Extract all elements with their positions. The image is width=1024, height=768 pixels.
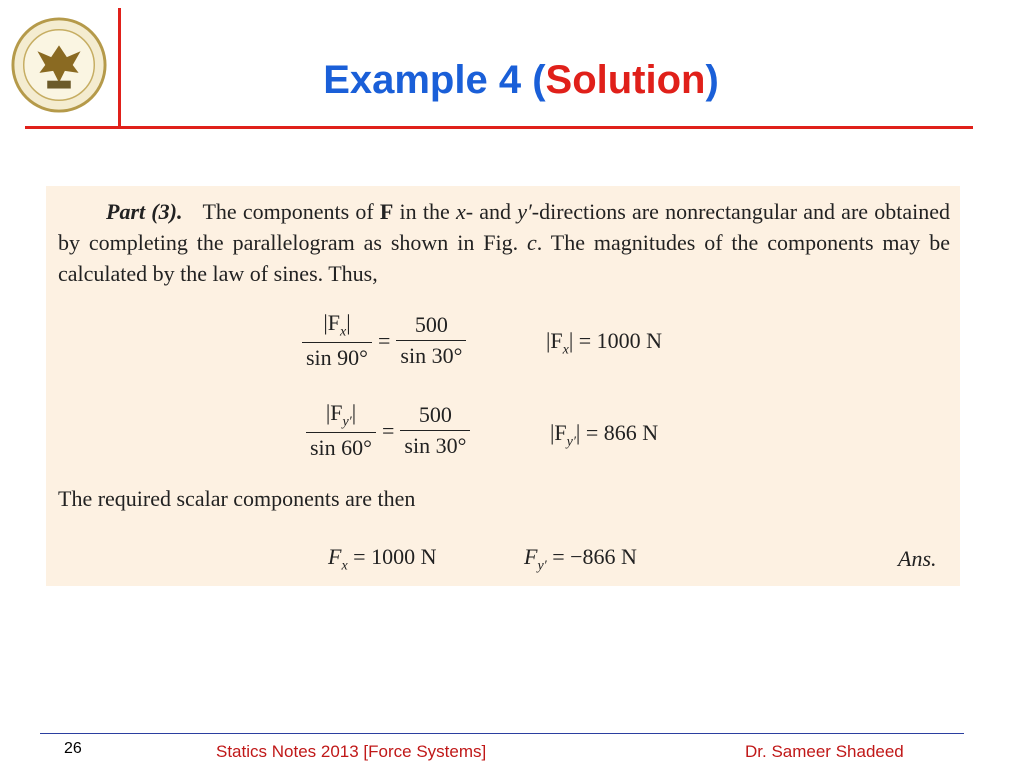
p1-y: y′ bbox=[517, 199, 532, 224]
res1-r: | = 1000 N bbox=[568, 328, 663, 353]
eq1-rnum: 500 bbox=[414, 312, 448, 338]
equation-scalar-y bbox=[524, 544, 637, 574]
p1-text-c: - and bbox=[465, 199, 518, 224]
p1-F: F bbox=[379, 199, 394, 224]
res1-l: |F bbox=[546, 328, 563, 353]
title-suffix: ) bbox=[705, 58, 719, 102]
footer-course: Statics Notes 2013 [Force Systems] bbox=[216, 742, 487, 761]
footer-author: Dr. Sameer Shadeed bbox=[745, 742, 904, 761]
result-fx bbox=[546, 328, 662, 358]
equation-scalar-x bbox=[328, 544, 436, 574]
title-highlight: Solution bbox=[545, 58, 706, 102]
res2-sub: y′ bbox=[566, 434, 576, 450]
p1-fig-c: c bbox=[526, 230, 537, 255]
result-fy bbox=[550, 420, 658, 450]
eq3-a-sub: x bbox=[341, 558, 348, 574]
footer-rule bbox=[40, 733, 964, 734]
res2-r: | = 866 N bbox=[575, 420, 659, 445]
eq2-num: |F bbox=[325, 400, 343, 425]
eq3-b-val: = −866 N bbox=[546, 544, 637, 569]
eq3-b: F bbox=[524, 544, 538, 569]
eq3-a: F bbox=[328, 544, 342, 569]
answer-label: Ans. bbox=[898, 546, 937, 571]
solution-text-image bbox=[46, 186, 960, 586]
res1-sub: x bbox=[562, 342, 569, 358]
eq2-rnum: 500 bbox=[418, 402, 452, 428]
p1-text-a: The components of bbox=[202, 199, 380, 224]
university-emblem-icon bbox=[10, 16, 108, 114]
page-number: 26 bbox=[64, 740, 82, 757]
eq3-b-sub: y′ bbox=[537, 558, 547, 574]
eq2-den: sin 60° bbox=[306, 432, 376, 461]
paragraph-part3 bbox=[58, 196, 950, 289]
eq1-den: sin 90° bbox=[302, 342, 372, 371]
equation-fx: $\frac{|F_x|}{\sin 90^\circ}$ = $\frac{500}{\sin 30^\circ}$ bbox=[302, 310, 466, 371]
p1-text-d: -directions are nonrectangular and are obtained by completing the parallelogram as shown in Fig. bbox=[58, 199, 950, 255]
eq1-num: |F bbox=[323, 310, 340, 335]
eq1-rden: sin 30° bbox=[396, 340, 466, 369]
slide-title bbox=[121, 58, 921, 103]
eq3-a-val: = 1000 N bbox=[347, 544, 437, 569]
title-prefix: Example 4 ( bbox=[323, 58, 546, 102]
part-label: Part (3). bbox=[106, 199, 183, 224]
p1-x: x bbox=[455, 199, 466, 224]
eq2-rden: sin 30° bbox=[400, 430, 470, 459]
eq2-num-sub: y′ bbox=[342, 414, 352, 430]
paragraph-scalar: The required scalar components are then bbox=[58, 486, 416, 511]
header-horizontal-rule bbox=[25, 126, 973, 129]
eq1-num-sub: x bbox=[340, 324, 347, 340]
equation-fy: $\frac{|F_{y'}|}{\sin 60^\circ}$ = $\frac{500}{\sin 30^\circ}$ bbox=[306, 400, 470, 461]
p1-text-b: in the bbox=[393, 199, 456, 224]
p1-text-e: . The magnitudes of the components may be calculated by the law of sines. Thus, bbox=[58, 230, 950, 286]
res2-l: |F bbox=[550, 420, 567, 445]
